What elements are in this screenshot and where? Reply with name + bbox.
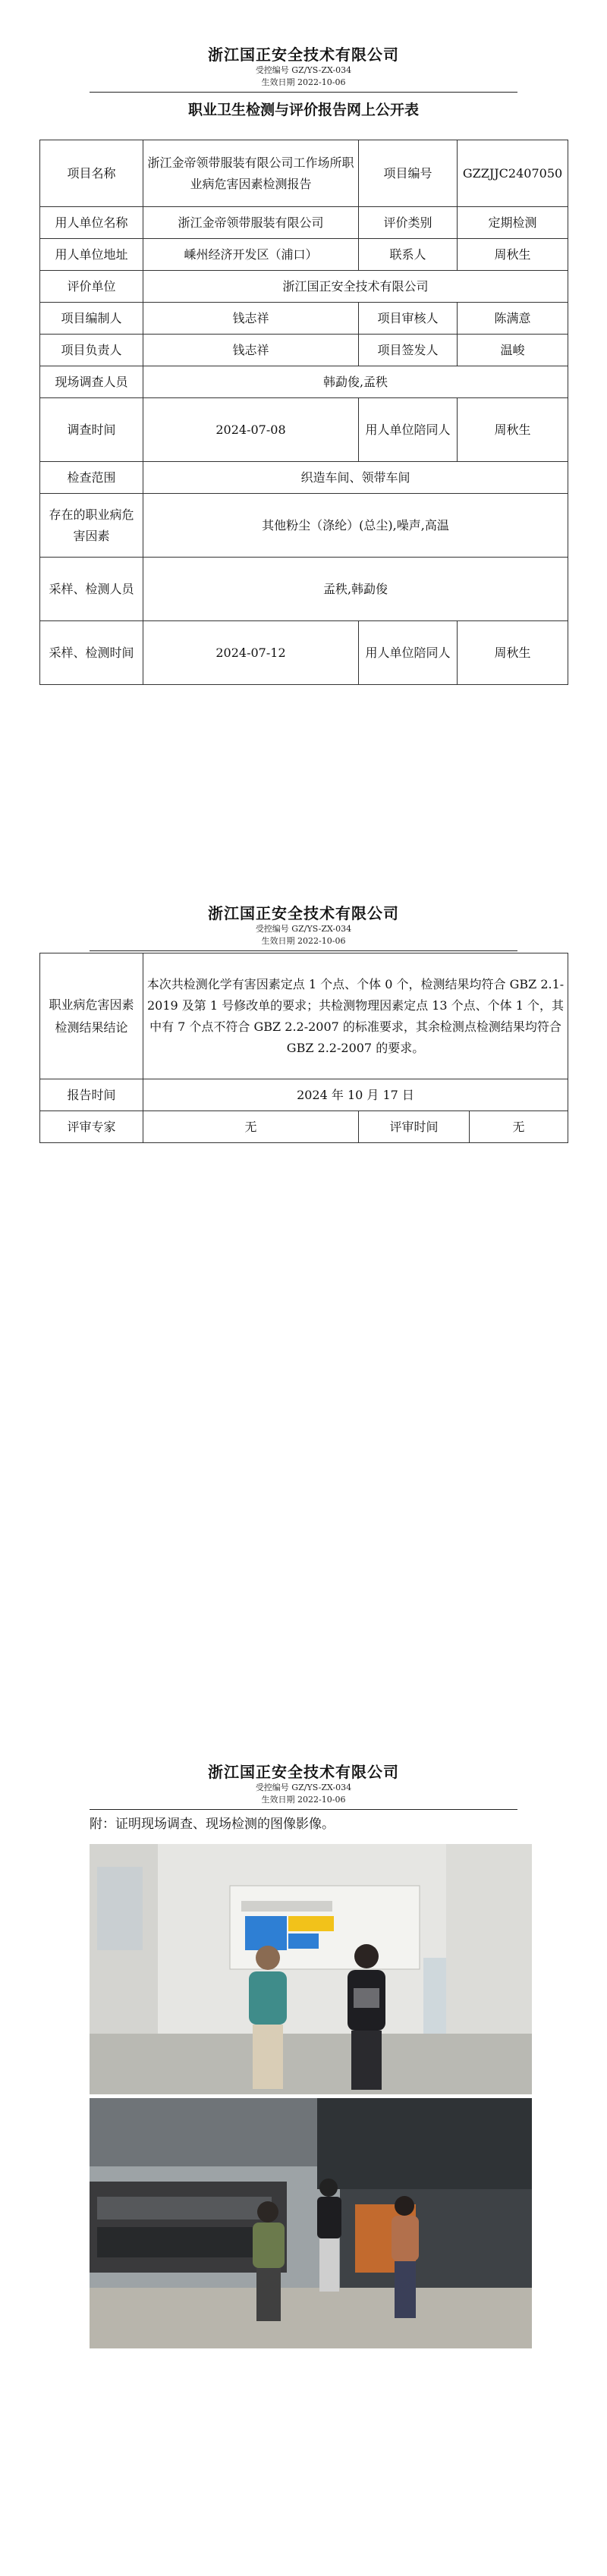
table-row [40, 366, 568, 398]
page-header [0, 1760, 607, 1806]
report-time-value: 2024 年 10 月 17 日 [143, 1079, 568, 1111]
table-row [40, 398, 568, 462]
project-no-label: 项目编号 [359, 140, 458, 207]
report-title: 职业卫生检测与评价报告网上公开表 [187, 102, 419, 118]
conclusion-value: 本次共检测化学有害因素定点 1 个点、个体 0 个，检测结果均符合 GBZ 2.1-2019 及第 1 号修改单的要求；共检测物理因素定点 13 个点、个体 1 个，其中有 7 个点不符合 GBZ 2.2-2007 的标准要求，其余检测点检测结果均符合 GBZ 2.2-2007 的要求。 [143, 953, 568, 1079]
header-rule [90, 1809, 517, 1810]
control-number: 受控编号 GZ/YS-ZX-034 [255, 65, 352, 75]
table-row [40, 335, 568, 366]
table-row [40, 621, 568, 685]
page-1 [0, 0, 607, 859]
eval-type-value: 定期检测 [458, 207, 568, 239]
table-row [40, 953, 568, 1079]
page-header [0, 901, 607, 947]
conclusion-label: 职业病危害因素检测结果结论 [40, 953, 143, 1079]
contact-value: 周秋生 [458, 239, 568, 271]
compiler-value: 钱志祥 [143, 303, 359, 335]
compiler-label: 项目编制人 [40, 303, 143, 335]
eval-unit-label: 评价单位 [40, 271, 143, 303]
table-row [40, 207, 568, 239]
header-rule [90, 950, 517, 951]
review-time-label: 评审时间 [359, 1111, 470, 1143]
control-number: 受控编号 GZ/YS-ZX-034 [255, 1783, 352, 1792]
contact-label: 联系人 [359, 239, 458, 271]
address-value: 嵊州经济开发区（浦口） [143, 239, 359, 271]
table-row [40, 462, 568, 494]
address-label: 用人单位地址 [40, 239, 143, 271]
reviewer-value: 陈满意 [458, 303, 568, 335]
employer-label: 用人单位名称 [40, 207, 143, 239]
escort-value: 周秋生 [458, 398, 568, 462]
site-detection-photo [90, 2098, 532, 2348]
site-survey-photo-illustration [90, 1844, 532, 2094]
survey-time-label: 调查时间 [40, 398, 143, 462]
scope-value: 织造车间、领带车间 [143, 462, 568, 494]
investigators-label: 现场调查人员 [40, 366, 143, 398]
control-number: 受控编号 GZ/YS-ZX-034 [255, 924, 352, 934]
page-2 [0, 859, 607, 1717]
conclusion-table [39, 953, 568, 1143]
reviewer-label: 项目审核人 [359, 303, 458, 335]
scope-label: 检查范围 [40, 462, 143, 494]
project-no-value: GZZJJC2407050 [458, 140, 568, 207]
escort-label: 用人单位陪同人 [359, 398, 458, 462]
survey-time-value: 2024-07-08 [143, 398, 359, 462]
experts-value: 无 [143, 1111, 359, 1143]
table-row [40, 140, 568, 207]
site-detection-photo-illustration [90, 2098, 532, 2348]
effective-date: 生效日期 2022-10-06 [261, 77, 346, 87]
issuer-value: 温峻 [458, 335, 568, 366]
issuer-label: 项目签发人 [359, 335, 458, 366]
employer-value: 浙江金帝领带服装有限公司 [143, 207, 359, 239]
review-time-value: 无 [470, 1111, 568, 1143]
project-name-value: 浙江金帝领带服装有限公司工作场所职业病危害因素检测报告 [143, 140, 359, 207]
project-name-label: 项目名称 [40, 140, 143, 207]
table-row [40, 1111, 568, 1143]
effective-date: 生效日期 2022-10-06 [261, 1795, 346, 1805]
experts-label: 评审专家 [40, 1111, 143, 1143]
site-survey-photo [90, 1844, 532, 2094]
table-row [40, 1079, 568, 1111]
escort-label: 用人单位陪同人 [359, 621, 458, 685]
sample-time-value: 2024-07-12 [143, 621, 359, 685]
leader-value: 钱志祥 [143, 335, 359, 366]
table-row [40, 494, 568, 558]
company-name: 浙江国正安全技术有限公司 [208, 1763, 399, 1781]
investigators-value: 韩勐俊,孟秩 [143, 366, 568, 398]
table-row [40, 558, 568, 621]
report-info-table [39, 140, 568, 685]
samplers-value: 孟秩,韩勐俊 [143, 558, 568, 621]
company-name: 浙江国正安全技术有限公司 [208, 46, 399, 64]
table-row [40, 239, 568, 271]
effective-date: 生效日期 2022-10-06 [261, 936, 346, 946]
hazards-value: 其他粉尘（涤纶）(总尘),噪声,高温 [143, 494, 568, 558]
table-row [40, 303, 568, 335]
sample-time-label: 采样、检测时间 [40, 621, 143, 685]
page-3 [0, 1717, 607, 2576]
hazards-label: 存在的职业病危害因素 [40, 494, 143, 558]
eval-type-label: 评价类别 [359, 207, 458, 239]
company-name: 浙江国正安全技术有限公司 [208, 904, 399, 922]
report-time-label: 报告时间 [40, 1079, 143, 1111]
samplers-label: 采样、检测人员 [40, 558, 143, 621]
attachment-note: 附：证明现场调查、现场检测的图像影像。 [90, 1817, 335, 1832]
escort-value: 周秋生 [458, 621, 568, 685]
header-rule [90, 92, 517, 93]
table-row [40, 271, 568, 303]
leader-label: 项目负责人 [40, 335, 143, 366]
eval-unit-value: 浙江国正安全技术有限公司 [143, 271, 568, 303]
page-header [0, 42, 607, 89]
